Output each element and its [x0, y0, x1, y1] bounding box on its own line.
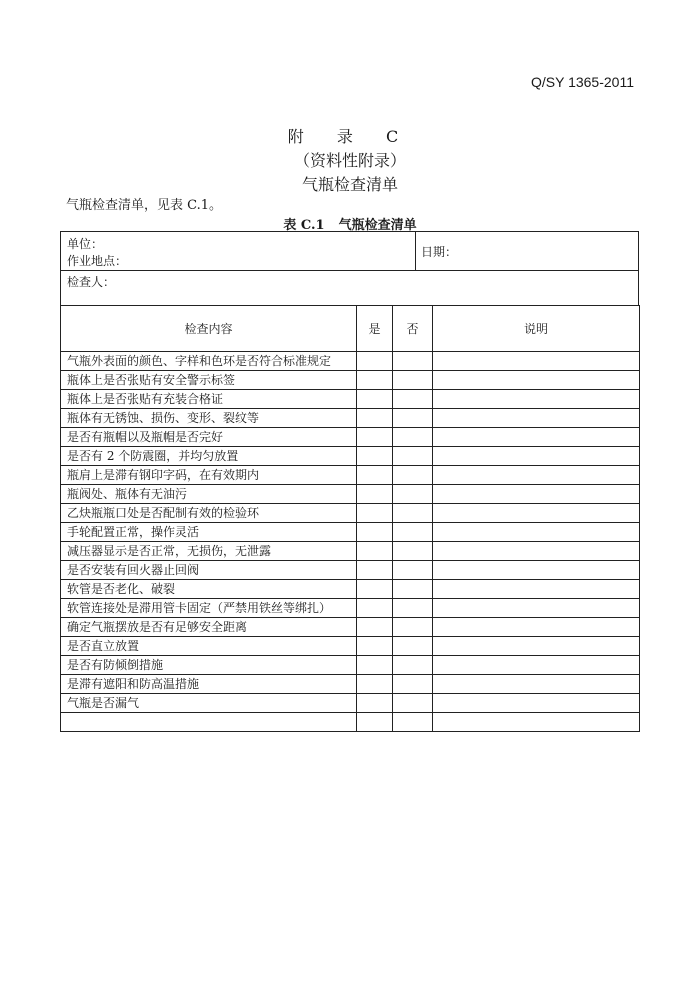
intro-text: 气瓶检查清单，见表 C.1。 [66, 198, 223, 213]
note-cell[interactable] [433, 371, 640, 390]
no-cell[interactable] [393, 618, 433, 637]
no-cell[interactable] [393, 656, 433, 675]
note-cell[interactable] [433, 523, 640, 542]
standard-code: Q/SY 1365-2011 [530, 74, 634, 90]
column-header-no: 否 [393, 306, 433, 352]
note-cell[interactable] [433, 561, 640, 580]
yes-cell[interactable] [357, 599, 393, 618]
no-cell[interactable] [393, 561, 433, 580]
check-item: 瓶体上是否张贴有充装合格证 [61, 390, 357, 409]
yes-cell[interactable] [357, 580, 393, 599]
table-row [61, 504, 640, 523]
column-header-yes: 是 [357, 306, 393, 352]
table-row [61, 352, 640, 371]
no-cell[interactable] [393, 523, 433, 542]
table-row [61, 656, 640, 675]
yes-cell[interactable] [357, 409, 393, 428]
yes-cell[interactable] [357, 371, 393, 390]
yes-cell[interactable] [357, 656, 393, 675]
check-item: 瓶体上是否张贴有安全警示标签 [61, 371, 357, 390]
appendix-subtitle: （资料性附录） [293, 151, 406, 170]
no-cell[interactable] [393, 447, 433, 466]
yes-cell[interactable] [357, 561, 393, 580]
appendix-name: 气瓶检查清单 [301, 175, 398, 194]
yes-cell[interactable] [357, 390, 393, 409]
check-item: 是否安装有回火器止回阀 [61, 561, 357, 580]
unit-label: 单位： [67, 237, 104, 251]
yes-cell[interactable] [357, 637, 393, 656]
check-item: 气瓶是否漏气 [61, 694, 357, 713]
table-row [61, 599, 640, 618]
table-header-row [61, 306, 640, 352]
table-row [61, 675, 640, 694]
appendix-title: 附 录 C [287, 127, 413, 146]
yes-cell[interactable] [357, 523, 393, 542]
note-cell[interactable] [433, 504, 640, 523]
table-row [61, 485, 640, 504]
table-row [61, 447, 640, 466]
no-cell[interactable] [393, 694, 433, 713]
no-cell[interactable] [393, 390, 433, 409]
no-cell[interactable] [393, 504, 433, 523]
unit-location-cell [61, 232, 416, 270]
check-item: 是否有防倾倒措施 [61, 656, 357, 675]
note-cell[interactable] [433, 447, 640, 466]
no-cell[interactable] [393, 713, 433, 732]
note-cell[interactable] [433, 580, 640, 599]
yes-cell[interactable] [357, 447, 393, 466]
note-cell[interactable] [433, 618, 640, 637]
checklist-table [60, 305, 640, 732]
check-item: 是否直立放置 [61, 637, 357, 656]
no-cell[interactable] [393, 542, 433, 561]
checklist-body [61, 352, 640, 732]
check-item: 气瓶外表面的颜色、字样和色环是否符合标准规定 [61, 352, 357, 371]
form-header-row [61, 232, 638, 271]
no-cell[interactable] [393, 371, 433, 390]
yes-cell[interactable] [357, 504, 393, 523]
table-row [61, 561, 640, 580]
table-row [61, 428, 640, 447]
table-row [61, 694, 640, 713]
table-row [61, 390, 640, 409]
note-cell[interactable] [433, 409, 640, 428]
table-row [61, 713, 640, 732]
check-item: 是否有瓶帽以及瓶帽是否完好 [61, 428, 357, 447]
yes-cell[interactable] [357, 618, 393, 637]
table-caption-title: 气瓶检查清单 [338, 218, 417, 233]
yes-cell[interactable] [357, 713, 393, 732]
note-cell[interactable] [433, 352, 640, 371]
no-cell[interactable] [393, 466, 433, 485]
no-cell[interactable] [393, 580, 433, 599]
check-item: 乙炔瓶瓶口处是否配制有效的检验环 [61, 504, 357, 523]
check-item: 是否有 2 个防震圈，并均匀放置 [61, 447, 357, 466]
note-cell[interactable] [433, 637, 640, 656]
note-cell[interactable] [433, 675, 640, 694]
yes-cell[interactable] [357, 352, 393, 371]
note-cell[interactable] [433, 428, 640, 447]
table-row [61, 618, 640, 637]
note-cell[interactable] [433, 713, 640, 732]
no-cell[interactable] [393, 352, 433, 371]
yes-cell[interactable] [357, 675, 393, 694]
no-cell[interactable] [393, 409, 433, 428]
date-label: 日期： [421, 245, 458, 259]
table-row [61, 542, 640, 561]
yes-cell[interactable] [357, 485, 393, 504]
table-row [61, 466, 640, 485]
note-cell[interactable] [433, 390, 640, 409]
column-header-note: 说明 [433, 306, 640, 352]
no-cell[interactable] [393, 485, 433, 504]
table-caption-number: 表 C.1 [283, 218, 325, 233]
yes-cell[interactable] [357, 542, 393, 561]
form-header [60, 231, 639, 306]
table-row [61, 523, 640, 542]
yes-cell[interactable] [357, 466, 393, 485]
no-cell[interactable] [393, 428, 433, 447]
yes-cell[interactable] [357, 694, 393, 713]
no-cell[interactable] [393, 675, 433, 694]
table-row [61, 371, 640, 390]
location-label: 作业地点： [67, 254, 128, 268]
check-item [61, 713, 357, 732]
note-cell[interactable] [433, 599, 640, 618]
check-item: 确定气瓶摆放是否有足够安全距离 [61, 618, 357, 637]
check-item: 手轮配置正常，操作灵活 [61, 523, 357, 542]
note-cell[interactable] [433, 542, 640, 561]
table-row [61, 580, 640, 599]
check-item: 软管是否老化、破裂 [61, 580, 357, 599]
note-cell[interactable] [433, 694, 640, 713]
check-item: 瓶肩上是滞有钢印字码，在有效期内 [61, 466, 357, 485]
check-item: 软管连接处是滞用管卡固定（严禁用铁丝等绑扎） [61, 599, 357, 618]
no-cell[interactable] [393, 637, 433, 656]
yes-cell[interactable] [357, 428, 393, 447]
inspector-label: 检查人： [67, 275, 116, 289]
check-item: 是滞有遮阳和防高温措施 [61, 675, 357, 694]
check-item: 瓶体有无锈蚀、损伤、变形、裂纹等 [61, 409, 357, 428]
check-item: 瓶阀处、瓶体有无油污 [61, 485, 357, 504]
column-header-item: 检查内容 [61, 306, 357, 352]
check-item: 减压器显示是否正常，无损伤，无泄露 [61, 542, 357, 561]
note-cell[interactable] [433, 466, 640, 485]
no-cell[interactable] [393, 599, 433, 618]
table-row [61, 409, 640, 428]
table-row [61, 637, 640, 656]
note-cell[interactable] [433, 485, 640, 504]
note-cell[interactable] [433, 656, 640, 675]
